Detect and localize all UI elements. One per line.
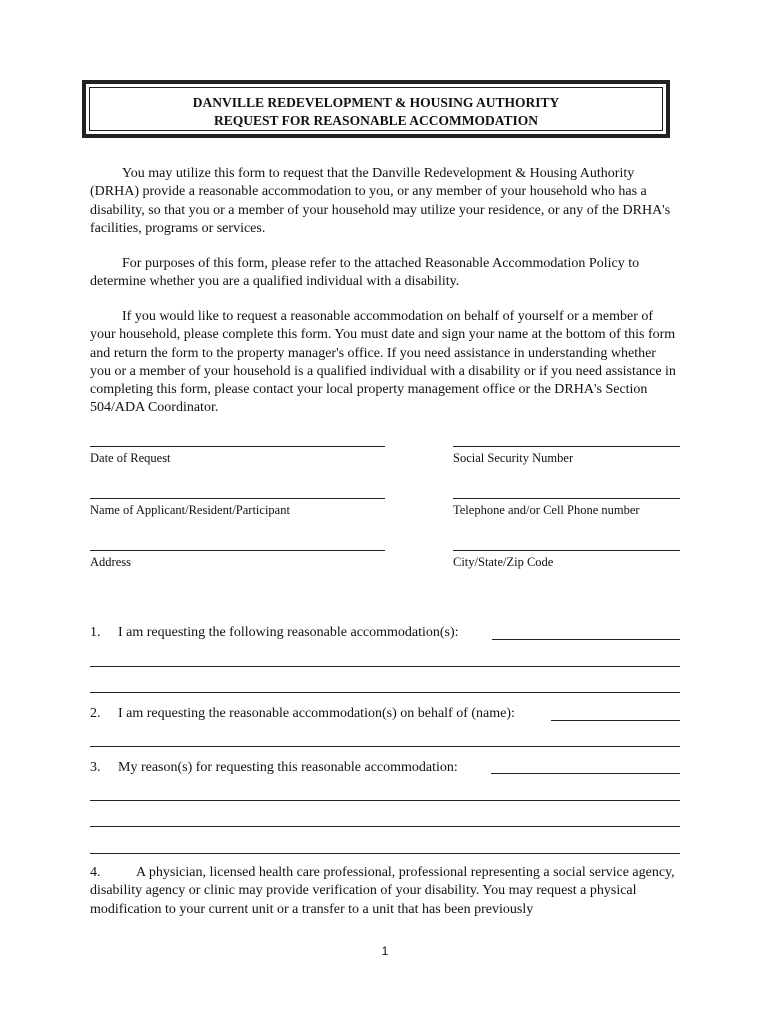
intro-paragraph-2-text: For purposes of this form, please refer to the attached Reasonable Accommodation Policy to determine whether you are a qualified individual with a disability. — [90, 256, 640, 290]
intro-paragraph-1-text: You may utilize this form to request that the Danville Redevelopment & Housing Authority (DRHA) provide a reasonable accommodation to you, or any member of your household who has a disability, so that you or a member of your household may utilize your residence, or any of the DRHA's facilities, programs or services. — [90, 166, 671, 236]
question-1-number: 1. — [90, 625, 101, 640]
question-2-text: I am requesting the reasonable accommodation(s) on behalf of (name): — [118, 706, 515, 721]
question-3-answer-line[interactable] — [90, 853, 680, 854]
city-state-zip-label: City/State/Zip Code — [453, 555, 554, 569]
city-state-zip-line[interactable] — [453, 550, 680, 551]
intro-paragraph-3 — [90, 308, 680, 418]
question-3-number: 3. — [90, 760, 101, 775]
page-number: 1 — [381, 944, 389, 958]
question-4-number: 4. — [90, 865, 101, 880]
question-1-inline-answer-line[interactable] — [492, 639, 680, 640]
question-3-answer-line[interactable] — [90, 826, 680, 827]
question-3-inline-answer-line[interactable] — [491, 773, 680, 774]
question-1-text: I am requesting the following reasonable accommodation(s): — [118, 625, 459, 640]
phone-line[interactable] — [453, 498, 680, 499]
question-1 — [90, 624, 459, 642]
intro-paragraph-1 — [90, 165, 680, 238]
address-line[interactable] — [90, 550, 385, 551]
title-inner-border — [89, 87, 663, 131]
question-2 — [90, 705, 515, 723]
question-1-answer-line[interactable] — [90, 666, 680, 667]
question-1-answer-line[interactable] — [90, 692, 680, 693]
question-3-answer-line[interactable] — [90, 800, 680, 801]
applicant-name-line[interactable] — [90, 498, 385, 499]
date-of-request-label: Date of Request — [90, 451, 171, 465]
date-of-request-line[interactable] — [90, 446, 385, 447]
question-3-text: My reason(s) for requesting this reasonable accommodation: — [118, 760, 458, 775]
intro-paragraph-3-text: If you would like to request a reasonable accommodation on behalf of yourself or a member of your household, please complete this form. You must date and sign your name at the bottom of this form and return the form to the property manager's office. If you need assistance in understanding whether you or a member of your household is a qualified individual with a disability or if you need assistance in completing this form, please contact your local property management office or the DRHA's Section 504/ADA Coordinator. — [90, 309, 676, 416]
address-label: Address — [90, 555, 131, 569]
applicant-name-label: Name of Applicant/Resident/Participant — [90, 503, 290, 517]
title-box — [82, 80, 670, 138]
ssn-label: Social Security Number — [453, 451, 574, 465]
question-2-number: 2. — [90, 706, 101, 721]
intro-paragraph-2 — [90, 255, 680, 292]
ssn-line[interactable] — [453, 446, 680, 447]
question-2-inline-answer-line[interactable] — [551, 720, 680, 721]
form-title-line-2: REQUEST FOR REASONABLE ACCOMMODATION — [214, 113, 538, 128]
form-title-line-1: DANVILLE REDEVELOPMENT & HOUSING AUTHORITY — [192, 95, 560, 110]
question-4-text: A physician, licensed health care professional, professional representing a social service agency, disability agency or clinic may provide verification of your disability. You may request a physical modification to your current unit or a transfer to a unit that has been previously — [90, 865, 675, 917]
question-3 — [90, 759, 458, 777]
question-2-answer-line[interactable] — [90, 746, 680, 747]
phone-label: Telephone and/or Cell Phone number — [453, 503, 640, 517]
question-4 — [90, 864, 680, 919]
